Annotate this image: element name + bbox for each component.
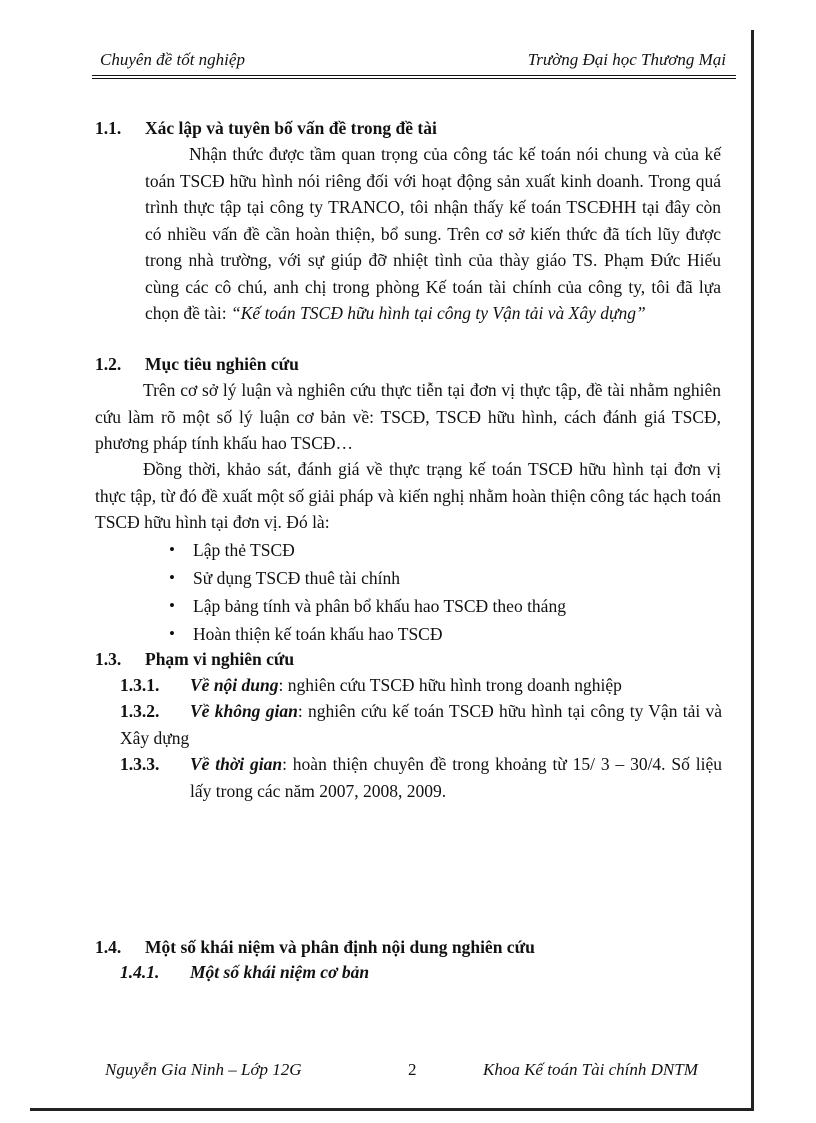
- header-rule: [92, 75, 736, 76]
- heading-1-3: [95, 646, 294, 673]
- heading-title: Một số khái niệm và phân định nội dung nghiên cứu: [145, 937, 535, 957]
- paragraph-1-2-b: Đồng thời, khảo sát, đánh giá về thực trạng kế toán TSCĐ hữu hình tại đơn vị thực tập, từ đó đề xuất một số giải pháp và kiến nghị nhằm hoàn thiện công tác hạch toán TSCĐ hữu hình tại đơn vị. Đó là:: [95, 459, 721, 532]
- footer-author: Nguyễn Gia Ninh – Lớp 12G: [105, 1060, 302, 1079]
- list-item: • Hoàn thiện kế toán khấu hao TSCĐ: [165, 620, 566, 648]
- thesis-title-quote: “Kế toán TSCĐ hữu hình tại công ty Vận tải và Xây dựng”: [231, 303, 646, 323]
- footer-faculty: Khoa Kế toán Tài chính DNTM: [483, 1060, 698, 1079]
- header-left: Chuyên đề tốt nghiệp: [100, 50, 245, 69]
- paragraph-text: Nhận thức được tầm quan trọng của công tác kế toán nói chung và của kế toán TSCĐ hữu hình nói riêng đối với hoạt động sản xuất kinh doanh. Trong quá trình thực tập tại công ty TRANCO, tôi nhận thấy kế toán TSCĐHH tại đây còn có nhiều vấn đề cần hoàn thiện, bổ sung. Trên cơ sở kiến thức đã tích lũy được trong nhà trường, với sự giúp đỡ nhiệt tình của thày giáo TS. Phạm Đức Hiếu cùng các cô chú, anh chị trong phòng Kế toán tài chính của công ty, tôi đã lựa chọn đề tài:: [145, 144, 721, 323]
- item-text: : nghiên cứu kế toán TSCĐ hữu hình tại công ty Vận tải và Xây dựng: [120, 701, 723, 748]
- objective-list: [165, 536, 566, 648]
- item-body: [120, 698, 722, 751]
- item-number: 1.3.1.: [120, 675, 160, 695]
- heading-title: Xác lập và tuyên bố vấn đề trong đề tài: [145, 118, 437, 138]
- item-body: [190, 672, 722, 699]
- scope-item-time: [120, 751, 722, 804]
- scope-item-content: [120, 672, 722, 699]
- item-number: 1.3.2.: [120, 701, 160, 721]
- heading-1-4: [95, 934, 535, 961]
- page-shadow-right: [751, 30, 754, 1110]
- page-number: 2: [408, 1060, 417, 1079]
- heading-1-1: [95, 115, 437, 142]
- paragraph-1-1: [145, 141, 721, 327]
- heading-number: 1.4.: [95, 937, 122, 957]
- item-text: : nghiên cứu TSCĐ hữu hình trong doanh nghiệp: [278, 675, 622, 695]
- heading-number: 1.1.: [95, 118, 122, 138]
- page-shadow-bottom: [30, 1108, 754, 1111]
- list-item: • Lập thẻ TSCĐ: [165, 536, 566, 564]
- list-item: • Lập bảng tính và phân bổ khấu hao TSCĐ theo tháng: [165, 592, 566, 620]
- item-label: Về nội dung: [190, 675, 279, 695]
- paragraph-1-2-a: Trên cơ sở lý luận và nghiên cứu thực tiễn tại đơn vị thực tập, đề tài nhằm nghiên cứu làm rõ một số lý luận cơ bản về: TSCĐ, TSCĐ hữu hình, cách đánh giá TSCĐ, phương pháp tính khấu hao TSCĐ…: [95, 380, 721, 453]
- heading-1-4-1: [120, 962, 369, 983]
- heading-title: Phạm vi nghiên cứu: [145, 649, 295, 669]
- header-rule-thin: [92, 78, 736, 79]
- item-text: : hoàn thiện chuyên đề trong khoảng từ 15/ 3 – 30/4. Số liệu lấy trong các năm 2007, 2008, 2009.: [190, 754, 722, 801]
- heading-number: 1.3.: [95, 649, 122, 669]
- item-number: 1.3.3.: [120, 754, 160, 774]
- item-body: [190, 751, 722, 804]
- heading-number: 1.4.1.: [120, 962, 160, 982]
- scope-item-space: [120, 698, 722, 751]
- item-label: Về không gian: [190, 701, 298, 721]
- item-label: Về thời gian: [190, 754, 283, 774]
- heading-1-2: [95, 351, 299, 378]
- heading-title: Mục tiêu nghiên cứu: [145, 354, 299, 374]
- heading-title: Một số khái niệm cơ bản: [190, 962, 370, 982]
- heading-number: 1.2.: [95, 354, 122, 374]
- header-right: Trường Đại học Thương Mại: [527, 50, 726, 69]
- list-item: • Sử dụng TSCĐ thuê tài chính: [165, 564, 566, 592]
